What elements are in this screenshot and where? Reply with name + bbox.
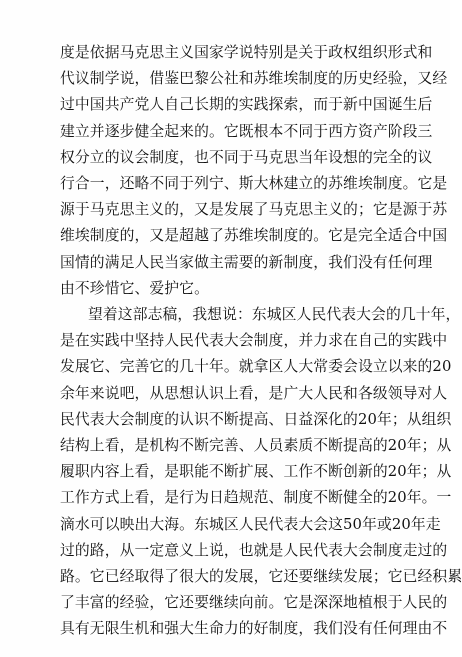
text-line: 维埃制度的，又是超越了苏维埃制度的。它是完全适合中国	[60, 227, 448, 245]
text-line: 过中国共产党人自己长期的实践探索，而于新中国诞生后	[60, 96, 433, 114]
text-line: 度是依据马克思主义国家学说特别是关于政权组织形式和	[60, 44, 433, 61]
text-line: 民代表大会制度的认识不断提高、日益深化的20年；从组织	[60, 410, 452, 428]
text-line: 了丰富的经验，它还要继续向前。它是深深地植根于人民的	[60, 594, 448, 612]
text-line: 由不珍惜它、爱护它。	[60, 279, 209, 297]
text-line: 代议制学说，借鉴巴黎公社和苏维埃制度的历史经验，又经	[60, 70, 448, 88]
text-line: 建立并逐步健全起来的。它既根本不同于西方资产阶段三	[60, 122, 433, 140]
text-line: 源于马克思主义的，又是发展了马克思主义的；它是源于苏	[60, 201, 448, 219]
text-line: 权分立的议会制度，也不同于马克思当年设想的完全的议	[60, 148, 433, 166]
text-line: 滴水可以映出大海。东城区人民代表大会这50年或20年走	[60, 515, 441, 533]
text-line: 行合一，还略不同于列宁、斯大林建立的苏维埃制度。它是	[60, 175, 448, 192]
text-line: 发展它、完善它的几十年。就拿区人大常委会设立以来的20	[60, 358, 452, 376]
text-line: 国情的满足人民当家做主需要的新制度，我们没有任何理	[60, 253, 433, 271]
text-line: 具有无限生机和强大生命力的好制度，我们没有任何理由不	[60, 620, 448, 638]
text-line: 过的路，从一定意义上说，也就是人民代表大会制度走过的	[60, 541, 448, 559]
text-line: 履职内容上看，是职能不断扩展、工作不断创新的20年；从	[60, 463, 452, 481]
text-line: 工作方式上看，是行为日趋规范、制度不断健全的20年。一	[60, 489, 452, 507]
paragraph-first-line: 望着这部志稿，我想说：东城区人民代表大会的几十年，	[88, 306, 461, 323]
text-line: 是在实践中坚持人民代表大会制度，并力求在自己的实践中	[60, 332, 448, 350]
text-line: 结构上看，是机构不断完善、人员素质不断提高的20年；从	[60, 437, 452, 454]
text-line: 余年来说吧，从思想认识上看，是广大人民和各级领导对人	[60, 384, 448, 402]
text-line: 路。它已经取得了很大的发展，它还要继续发展；它已经积累	[60, 568, 462, 585]
